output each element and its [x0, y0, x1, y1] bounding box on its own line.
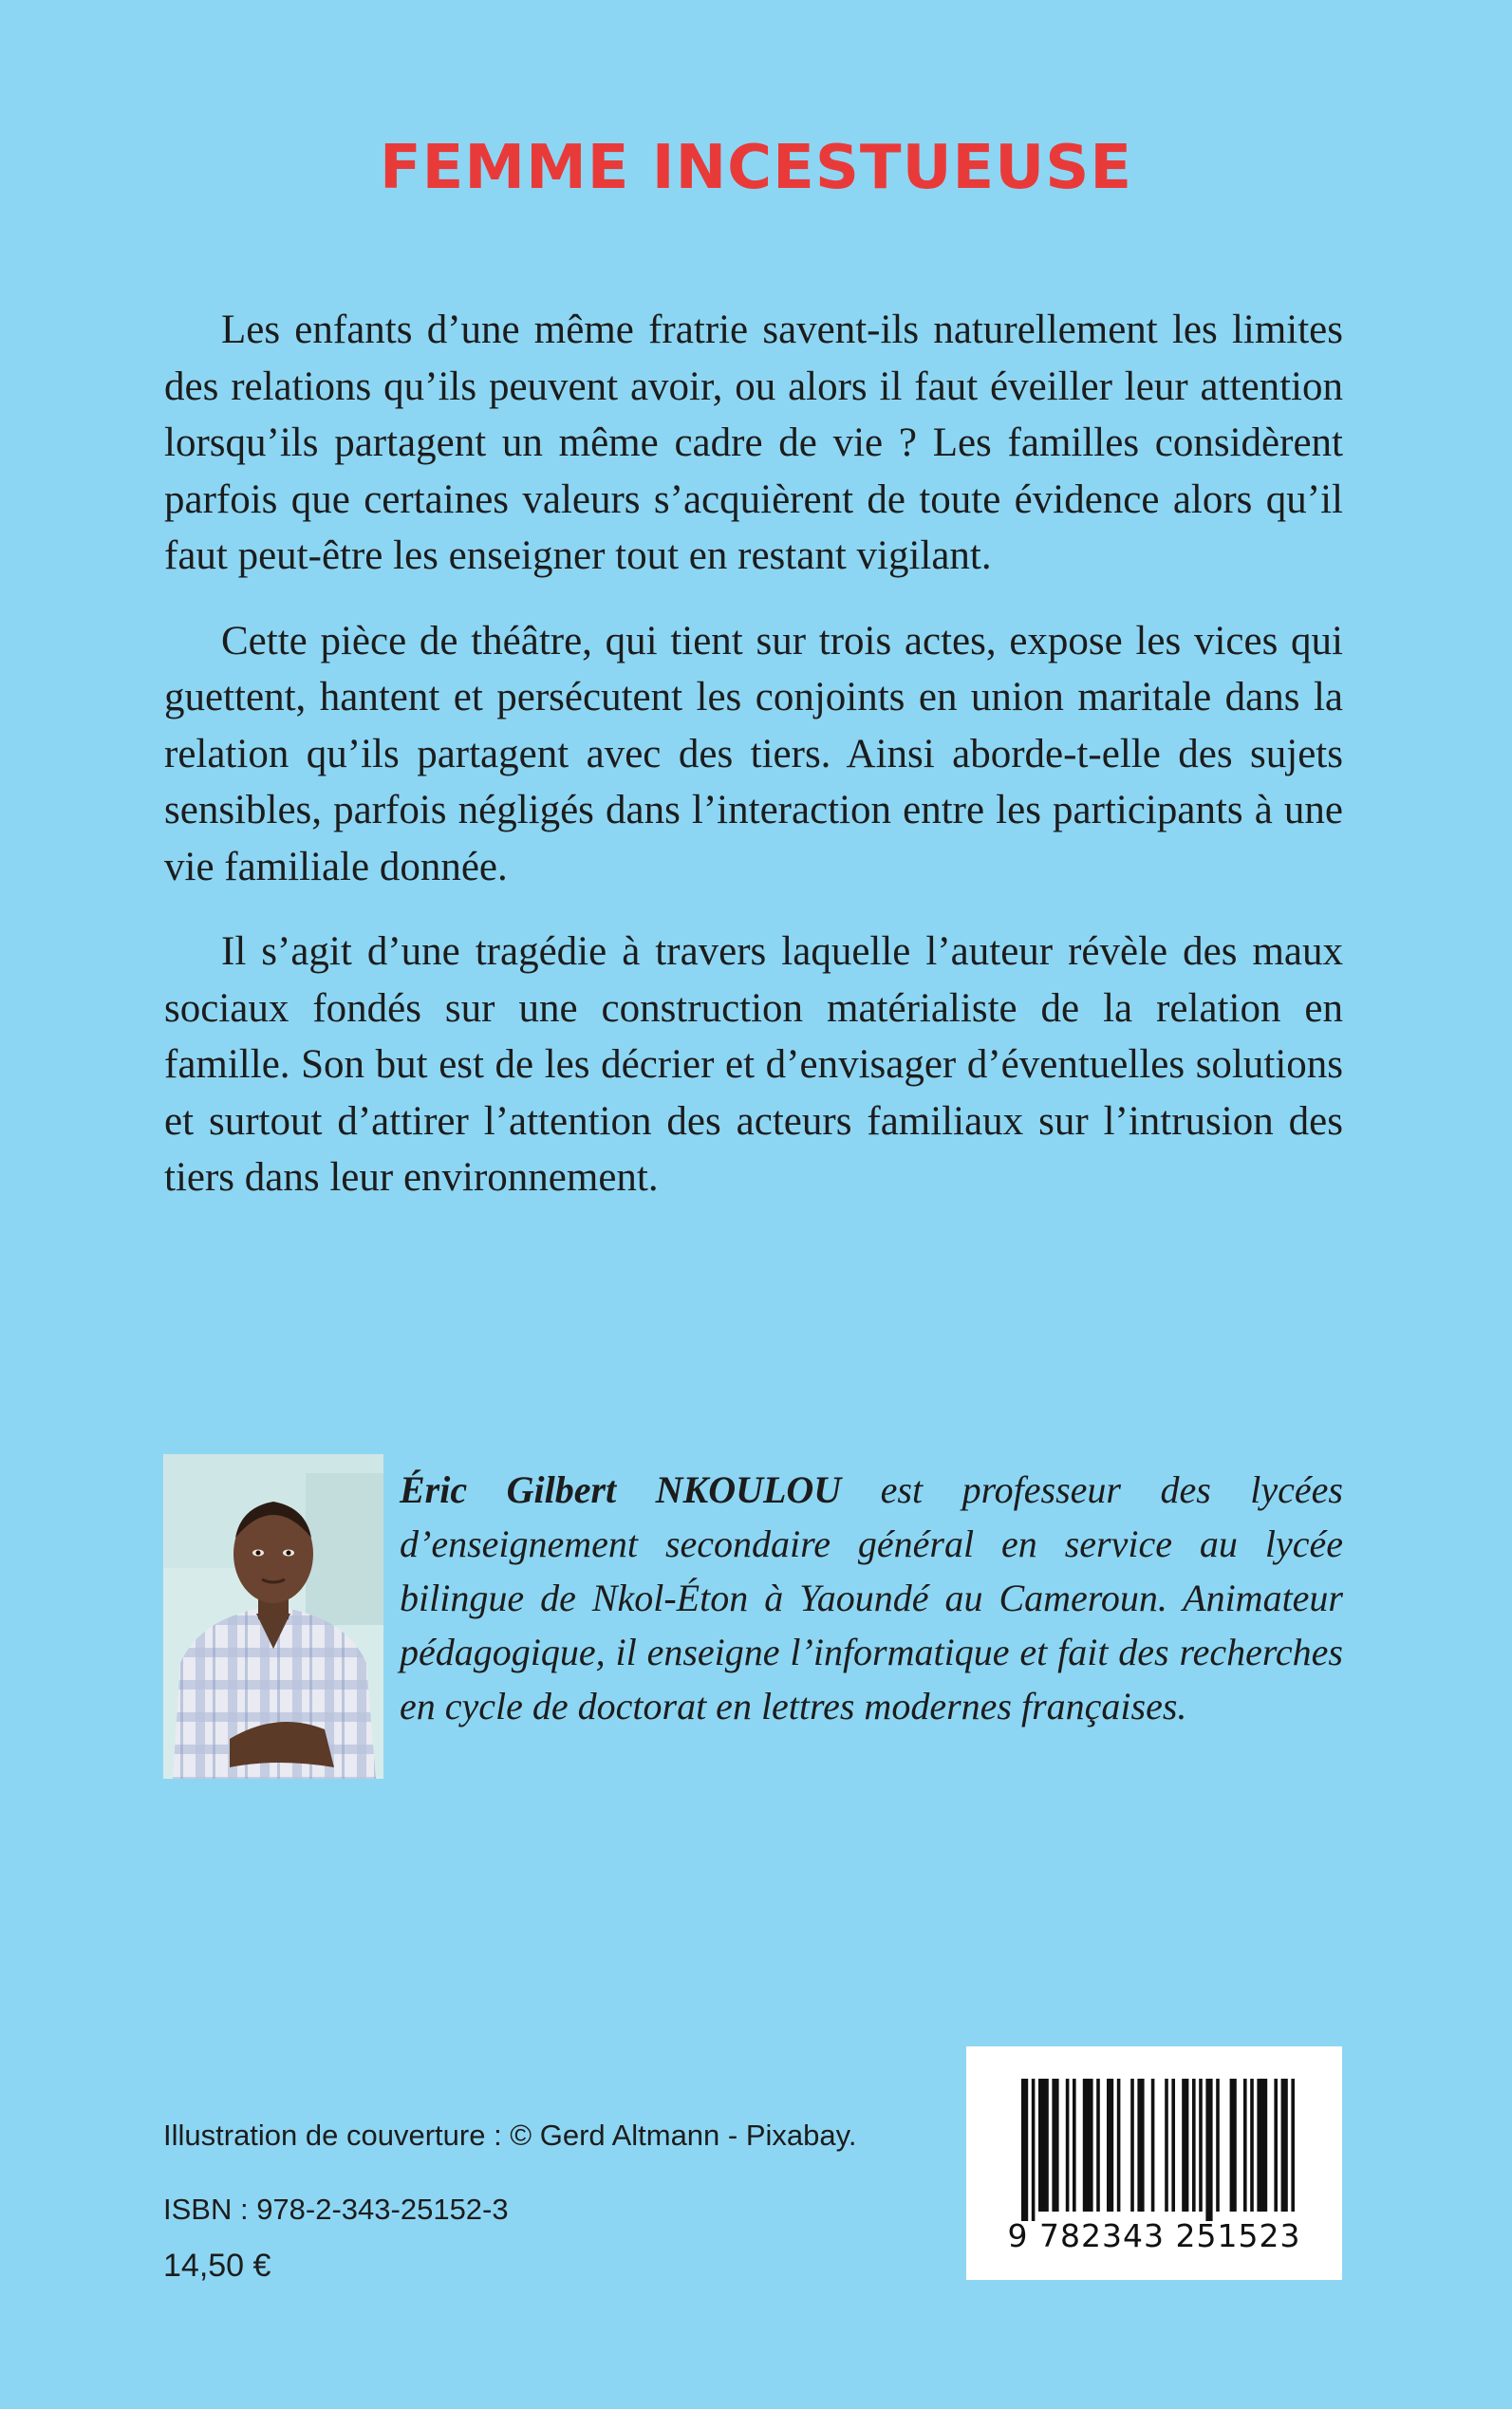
barcode-bar — [1038, 2079, 1049, 2212]
barcode-bar — [1052, 2079, 1058, 2212]
barcode-bar — [1182, 2079, 1188, 2212]
barcode-bar — [1274, 2079, 1278, 2212]
barcode-bar — [1171, 2079, 1175, 2212]
barcode-bar — [1107, 2079, 1113, 2212]
barcode-bar — [1137, 2079, 1144, 2212]
barcode-bar — [1066, 2079, 1070, 2212]
barcode-bar — [1117, 2079, 1121, 2212]
author-name: Éric Gilbert NKOULOU — [400, 1468, 842, 1511]
isbn: ISBN : 978-2-343-25152-3 — [163, 2193, 509, 2226]
cover-credit: Illustration de couverture : © Gerd Altmann - Pixabay. — [163, 2119, 857, 2152]
author-photo — [163, 1454, 383, 1779]
barcode-bar — [1021, 2079, 1028, 2221]
barcode-bar — [1083, 2079, 1093, 2212]
barcode-bar — [1291, 2079, 1295, 2212]
price: 14,50 € — [163, 2248, 271, 2284]
back-cover-blurb — [164, 302, 1343, 1235]
author-biography — [400, 1463, 1343, 1733]
barcode-bar — [1151, 2079, 1155, 2212]
barcode-bar — [1205, 2079, 1212, 2221]
book-title: FEMME INCESTUEUSE — [379, 133, 1133, 203]
blurb-paragraph-2: Cette pièce de théâtre, qui tient sur trois actes, expose les vices qui guettent, hantent et persécutent les conjoints en union maritale dans la relation qu’ils partagent avec des tiers. Ainsi aborde-t-elle des sujets sensibles, parfois négligés dans l’interaction entre les participants à une vie familiale donnée. — [164, 618, 1343, 889]
blurb-paragraph-1: Les enfants d’une même fratrie savent-ils naturellement les limites des relations qu’ils peuvent avoir, ou alors il faut éveiller leur attention lorsqu’ils partagent un même cadre de vie ? Les familles considèrent parfois que certaines valeurs s’acquièrent de toute évidence alors qu’il faut peut-être les enseigner tout en restant vigilant. — [164, 308, 1343, 578]
author-bio-text: est professeur des lycées d’enseignement secondaire général en service au lycée bilingue de Nkol-Éton à Yaoundé au Cameroun. Animateur pédagogique, il enseigne l’informatique et fait des recherches en cycle de doctorat en lettres modernes françaises. — [400, 1468, 1343, 1727]
barcode-bar — [1192, 2079, 1196, 2212]
barcode-number: 9 782343 251523 — [1007, 2217, 1301, 2254]
blurb-paragraph-3: Il s’agit d’une tragédie à travers laquelle l’auteur révèle des maux sociaux fondés sur une construction matérialiste de la relation en famille. Son but est de les décrier et d’envisager d’éventuelles solutions et surtout d’attirer l’attention des acteurs familiaux sur l’intrusion des tiers dans leur environnement. — [164, 929, 1343, 1200]
barcode-bar — [1073, 2079, 1076, 2212]
barcode-bar — [1096, 2079, 1100, 2212]
barcode-bar — [1199, 2079, 1203, 2212]
barcode-bar — [1257, 2079, 1267, 2212]
barcode-bar — [1216, 2079, 1220, 2212]
barcode-bar — [1230, 2079, 1237, 2212]
barcode-bar — [1130, 2079, 1134, 2212]
barcode-bar — [1165, 2079, 1168, 2212]
barcode-bar — [1250, 2079, 1254, 2212]
barcode-bar — [1281, 2079, 1288, 2212]
barcode-bar — [1243, 2079, 1247, 2212]
isbn-barcode — [966, 2046, 1342, 2280]
barcode-bar — [1032, 2079, 1036, 2221]
